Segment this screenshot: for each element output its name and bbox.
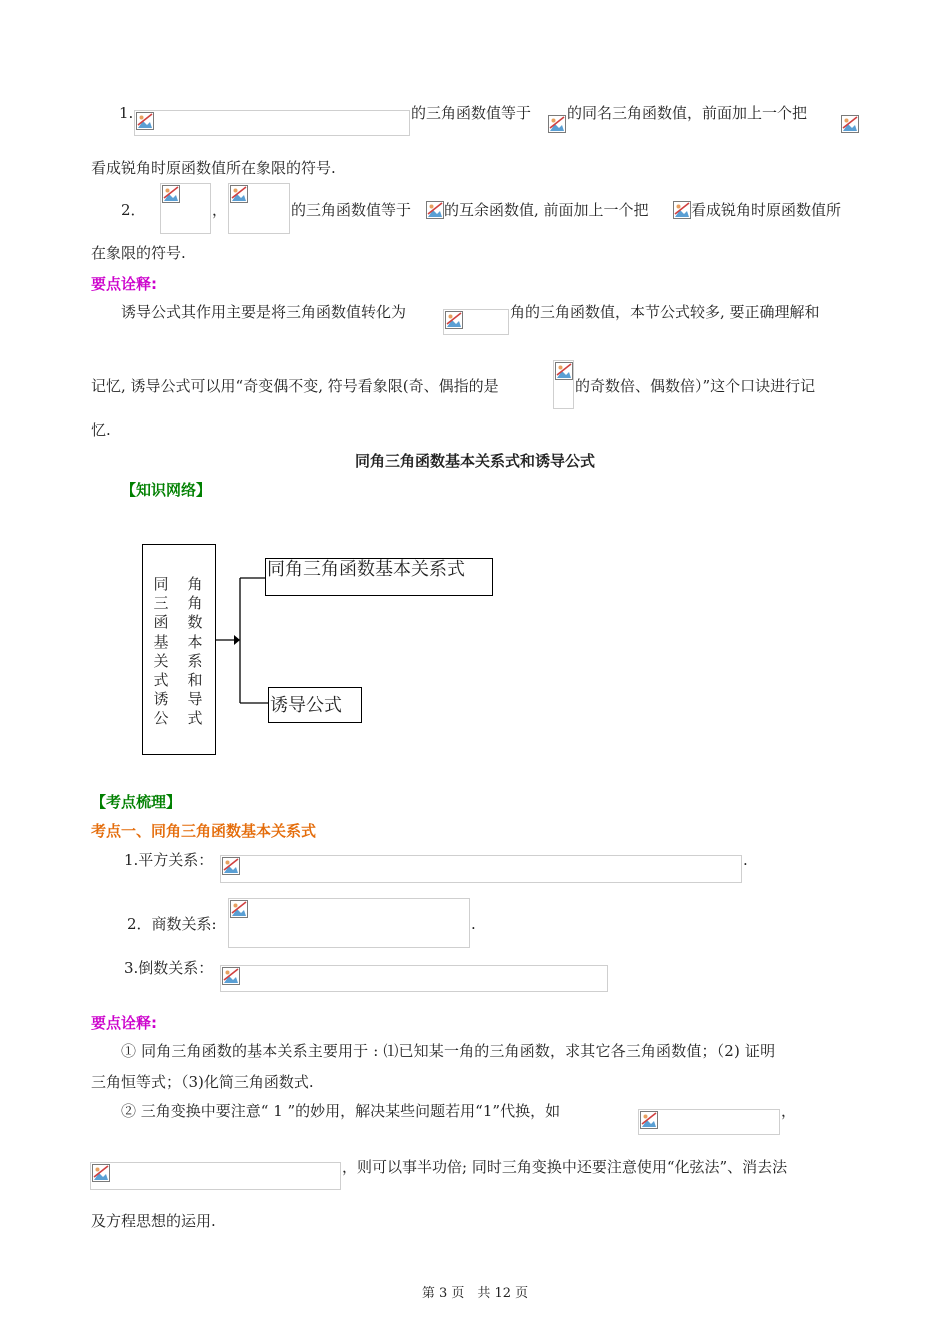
formula-image [553,360,574,409]
note-text: 记忆, 诱导公式可以用“奇变偶不变, 符号看象限(奇、偶指的是 [91,377,499,395]
formula-image [443,309,509,335]
broken-image-icon [162,185,180,203]
page-footer: 第 3 页 共 12 页 [421,1286,529,1301]
section-title: 同角三角函数基本关系式和诱导公式 [354,452,595,470]
note-text: 的奇数倍、偶数倍）”这个口诀进行记 [575,377,816,395]
broken-image-icon [445,311,463,329]
broken-image-icon [92,1164,110,1182]
note-text: 忆. [91,421,111,439]
note-text: ② 三角变换中要注意“ 1 ”的妙用，解决某些问题若用“1”代换，如 [121,1102,561,1120]
broken-image-icon [673,201,691,219]
diagram-box-basic-relations: 同角三角函数基本关系式 [265,558,493,596]
diagram-box-induction-formulas: 诱导公式 [268,687,362,723]
period: . [743,851,748,869]
broken-image-icon [222,857,240,875]
period: . [471,915,476,933]
diagram-root-box [142,544,216,755]
broken-image-icon [426,201,444,219]
item-1-text: 的三角函数值等于 [411,104,532,122]
quotient-relation-label: 2．商数关系: [127,915,217,933]
formula-image [134,110,410,136]
formula-image [220,855,742,883]
broken-image-icon [222,967,240,985]
item-2-text: 在象限的符号. [91,244,186,262]
exam-points-heading: 【考点梳理】 [91,793,182,811]
item-2-text: 看成锐角时原函数值所 [691,201,842,219]
formula-image [228,183,290,234]
broken-image-icon [548,115,566,133]
broken-image-icon [230,185,248,203]
key-points-heading: 要点诠释: [91,275,157,293]
formula-image [160,183,211,234]
diagram-root-text-col1: 同三函基关式诱公 [153,575,169,728]
item-1-text: 的同名三角函数值，前面加上一个把 [567,104,808,122]
note-text: 三角恒等式；（3)化简三角函数式. [91,1073,314,1091]
formula-image [220,965,608,992]
broken-image-icon [555,362,573,380]
note-text: 诱导公式其作用主要是将三角函数值转化为 [121,303,407,321]
note-text: 及方程思想的运用. [91,1212,216,1230]
broken-image-icon [841,115,859,133]
note-text: ，则可以事半功倍; 同时三角变换中还要注意使用“化弦法”、消去法 [342,1158,788,1176]
item-1-number: 1. [119,104,134,122]
key-points-heading-2: 要点诠释: [91,1014,157,1032]
item-2-text: 的三角函数值等于 [291,201,412,219]
formula-image [228,898,470,948]
note-text: ① 同角三角函数的基本关系主要用于 : ⑴已知某一角的三角函数，求其它各三角函数值；（2) 证明 [121,1042,776,1060]
item-1-text: 看成锐角时原函数值所在象限的符号. [91,159,336,177]
item-2-number: 2． [121,201,146,219]
broken-image-icon [230,900,248,918]
formula-image [638,1109,780,1135]
comma: ， [212,201,228,219]
diagram-root-text-col2: 角角数本系和导式 [187,575,203,728]
item-2-text: 的互余函数值, 前面加上一个把 [444,201,649,219]
broken-image-icon [640,1111,658,1129]
reciprocal-relation-label: 3.倒数关系： [124,959,214,977]
note-text: 角的三角函数值，本节公式较多, 要正确理解和 [510,303,820,321]
knowledge-network-heading: 【知识网络】 [121,481,212,499]
comma: ， [781,1102,797,1120]
broken-image-icon [136,112,154,130]
topic-1-heading: 考点一、同角三角函数基本关系式 [91,822,317,840]
square-relation-label: 1.平方关系： [124,851,214,869]
formula-image [90,1162,341,1190]
